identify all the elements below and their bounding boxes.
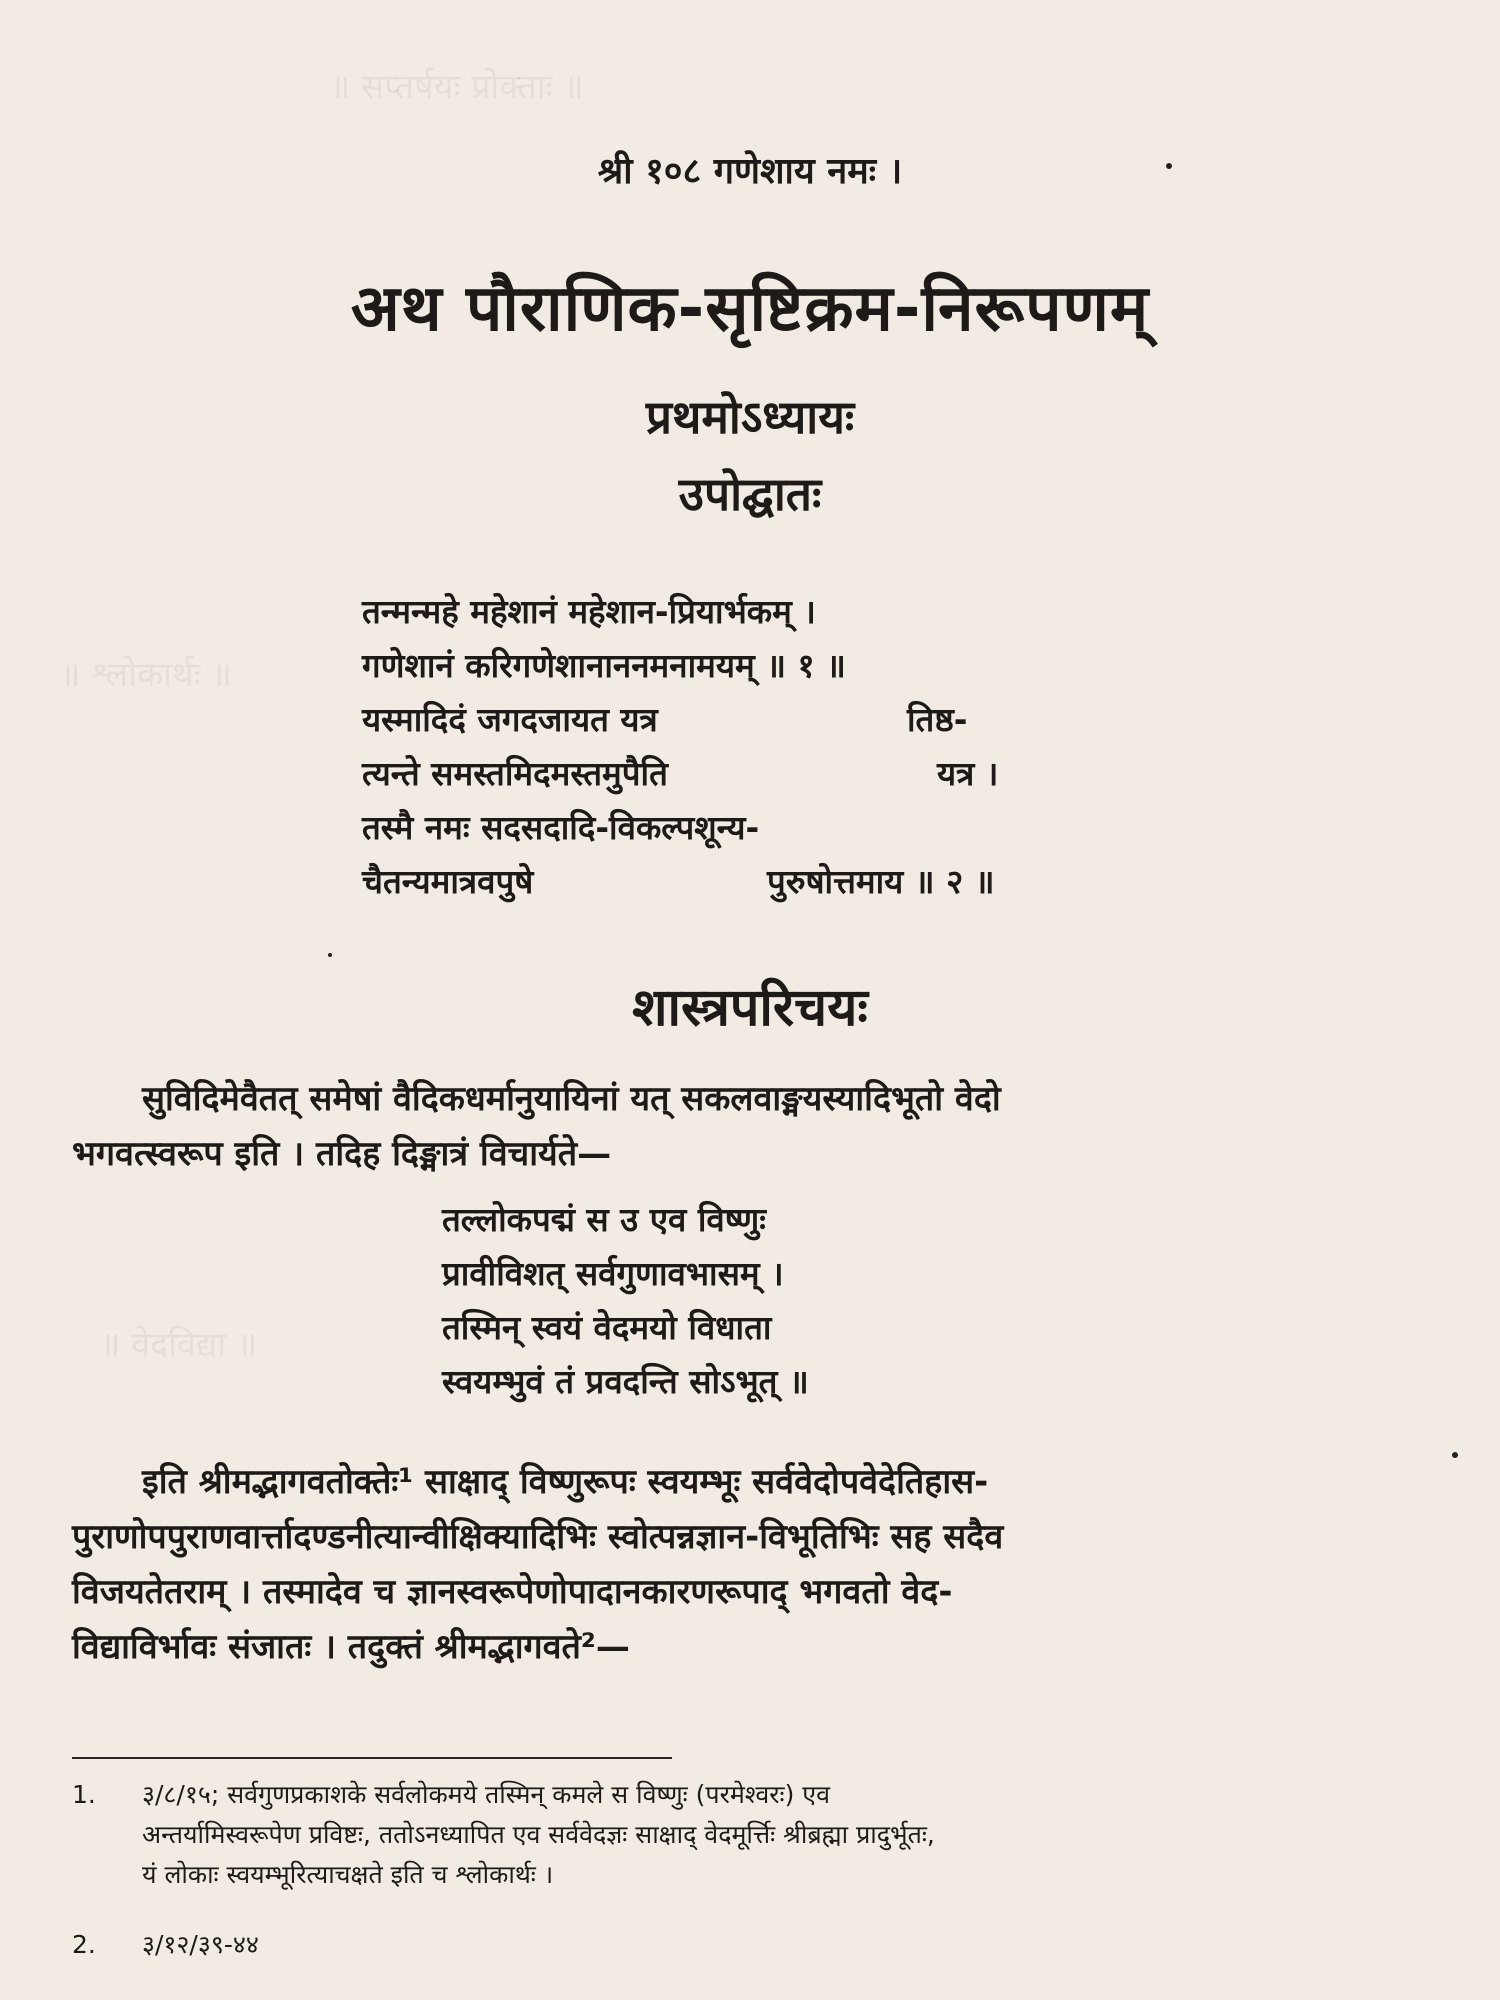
show-through-text: ॥ श्लोकार्थः ॥ bbox=[60, 655, 232, 695]
paragraph-line: पुराणोपपुराणवार्त्तादण्डनीत्यान्वीक्षिक्यादिभिः स्वोत्पन्नज्ञान-विभूतिभिः सह सदैव bbox=[72, 1517, 1004, 1557]
section-heading: शास्त्रपरिचयः bbox=[632, 978, 868, 1038]
paragraph-body bbox=[72, 1455, 1417, 1675]
paragraph-line: इति श्रीमद्भागवतोक्तेः¹ साक्षाद् विष्णुरूपः स्वयम्भूः सर्ववेदोपवेदेतिहास- bbox=[142, 1462, 989, 1502]
preface-heading: उपोद्घातः bbox=[678, 467, 822, 521]
verse-line: गणेशानं करिगणेशानाननमनामयम् ॥ १ ॥ bbox=[362, 646, 846, 685]
opening-verse bbox=[362, 585, 1182, 909]
footnote-text: ३/१२/३९-४४ bbox=[142, 1930, 259, 1959]
verse-line: यस्मादिदं जगदजायत यत्र तिष्ठ- bbox=[362, 700, 968, 739]
verse-line: तन्मन्महे महेशानं महेशान-प्रियार्भकम् । bbox=[362, 592, 816, 631]
verse-line: तल्लोकपद्मं स उ एव विष्णुः bbox=[442, 1200, 766, 1239]
footnote-number: 2. bbox=[72, 1930, 96, 1959]
footnote-text: यं लोकाः स्वयम्भूरित्याचक्षते इति च श्लोकार्थः । bbox=[142, 1860, 554, 1889]
page-title: अथ पौराणिक-सृष्टिक्रम-निरूपणम् bbox=[350, 272, 1150, 346]
paragraph-line: सुविदिमेवैतत् समेषां वैदिकधर्मानुयायिनां यत् सकलवाङ्मयस्यादिभूतो वेदो bbox=[142, 1079, 1001, 1119]
footnote-number: 1. bbox=[72, 1780, 96, 1809]
invocation-line: श्री १०८ गणेशाय नमः । bbox=[597, 151, 903, 192]
verse-line: तस्मै नमः सदसदादि-विकल्पशून्य- bbox=[362, 808, 760, 847]
paragraph-line: विजयतेतराम् । तस्मादेव च ज्ञानस्वरूपेणोपादानकारणरूपाद् भगवतो वेद- bbox=[72, 1572, 953, 1612]
chapter-heading: प्रथमोऽध्यायः bbox=[645, 390, 855, 444]
ink-speck bbox=[1452, 1452, 1458, 1458]
footnote-text: ३/८/१५; सर्वगुणप्रकाशके सर्वलोकमये तस्मिन् कमले स विष्णुः (परमेश्वरः) एव bbox=[142, 1780, 831, 1809]
verse-line: तस्मिन् स्वयं वेदमयो विधाता bbox=[442, 1308, 772, 1347]
verse-line: चैतन्यमात्रवपुषे पुरुषोत्तमाय ॥ २ ॥ bbox=[362, 862, 995, 901]
footnote-text: अन्तर्यामिस्वरूपेण प्रविष्टः, ततोऽनध्यापित एव सर्ववेदज्ञः साक्षाद् वेदमूर्त्तिः श्रीब्रह्मा प्रादुर्भूतः, bbox=[142, 1820, 935, 1849]
quoted-verse bbox=[442, 1193, 1142, 1409]
show-through-text: ॥ सप्तर्षयः प्रोक्ताः ॥ bbox=[330, 67, 584, 107]
footnote-1 bbox=[72, 1775, 1432, 1895]
paragraph-intro bbox=[72, 1072, 1417, 1182]
footnote-2 bbox=[72, 1925, 1432, 1965]
verse-line: प्रावीविशत् सर्वगुणावभासम् । bbox=[442, 1254, 784, 1293]
verse-line: स्वयम्भुवं तं प्रवदन्ति सोऽभूत् ॥ bbox=[442, 1362, 809, 1401]
paragraph-line: भगवत्स्वरूप इति । तदिह दिङ्मात्रं विचार्यते— bbox=[72, 1134, 612, 1174]
footnote-divider bbox=[72, 1757, 672, 1759]
verse-line: त्यन्ते समस्तमिदमस्तमुपैति यत्र । bbox=[362, 754, 999, 793]
ink-speck bbox=[328, 953, 332, 957]
show-through-text: ॥ वेदविद्या ॥ bbox=[100, 1325, 258, 1365]
paragraph-line: विद्याविर्भावः संजातः । तदुक्तं श्रीमद्भागवते²— bbox=[72, 1627, 630, 1667]
